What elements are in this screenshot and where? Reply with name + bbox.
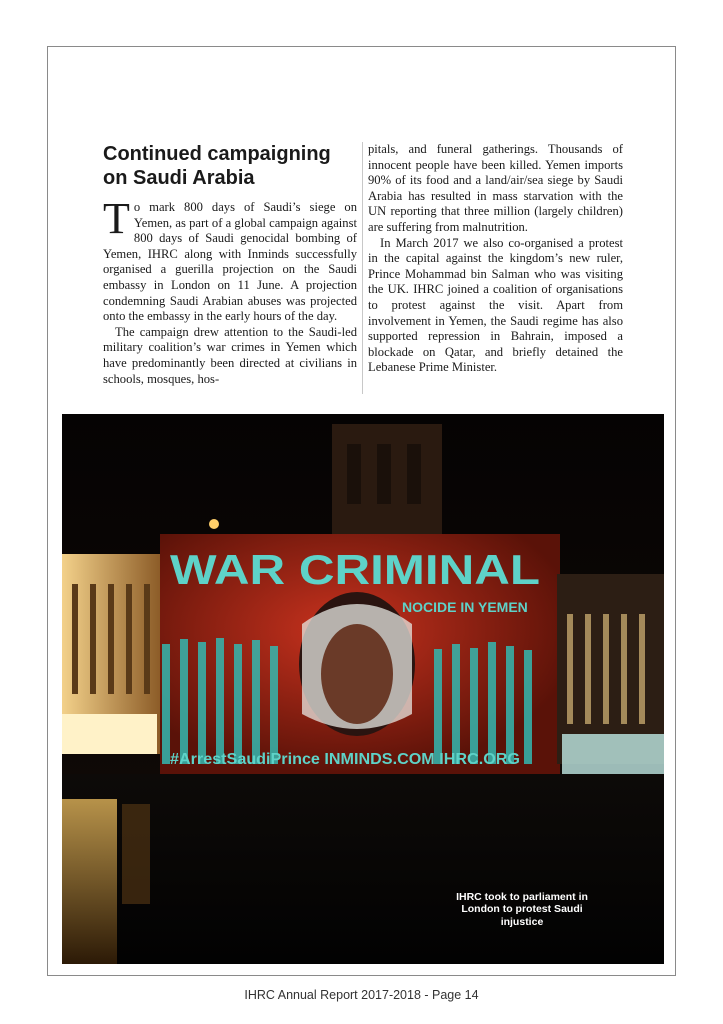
drop-cap: T [103,194,130,243]
article-column-right [368,142,623,376]
paragraph-2: The campaign drew attention to the Saudi-led military coalition’s war crimes in Yemen which have predominantly been directed at civilians in schools, mosques, hos- [103,324,357,386]
page-footer: IHRC Annual Report 2017-2018 - Page 14 [244,988,479,1002]
article [103,142,623,394]
column-divider [362,142,363,394]
photo-illustration [62,414,664,964]
paragraph-1 [103,194,357,325]
protest-photo [62,414,664,964]
headline-line-1: Continued campaigning [103,143,331,165]
headline-line-2: on Saudi Arabia [103,167,255,189]
projection-subtitle: NOCIDE IN YEMEN [402,599,528,615]
projection-footer: #ArrestSaudiPrince INMINDS.COM IHRC.ORG [170,751,520,768]
paragraph-2-continued: pitals, and funeral gatherings. Thousands of innocent people have been killed. Yemen imports 90% of its food and a land/air/sea siege by Saudi Arabia has resulted in mass starvation with the UN reporting that three million (largely children) are suffering from malnutrition. [368,142,623,234]
article-column-left [103,142,357,387]
projection-title: WAR CRIMINAL [170,546,540,593]
article-headline [103,142,357,190]
photo-caption: IHRC took to parliament in London to protest Saudi injustice [456,890,588,928]
paragraph-3: In March 2017 we also co-organised a protest in the capital against the kingdom’s new ruler, Prince Mohammad bin Salman who was visiting the UK. IHRC joined a coalition of organisations to protest against the visit. Apart from involvement in Yemen, the Saudi regime has also supported repression in Bahrain, imposed a blockade on Qatar, and briefly detained the Lebanese Prime Minister. [368,235,623,375]
paragraph-1-text: o mark 800 days of Saudi’s siege on Yemen, as part of a global campaign against 800 days of Saudi genocidal bombing of Yemen, IHRC along with Inminds successfully organised a guerilla projection on the Saudi embassy in London on 11 June. A projection condemning Saudi Arabian abuses was projected onto the embassy in the early hours of the day. [103,200,357,324]
